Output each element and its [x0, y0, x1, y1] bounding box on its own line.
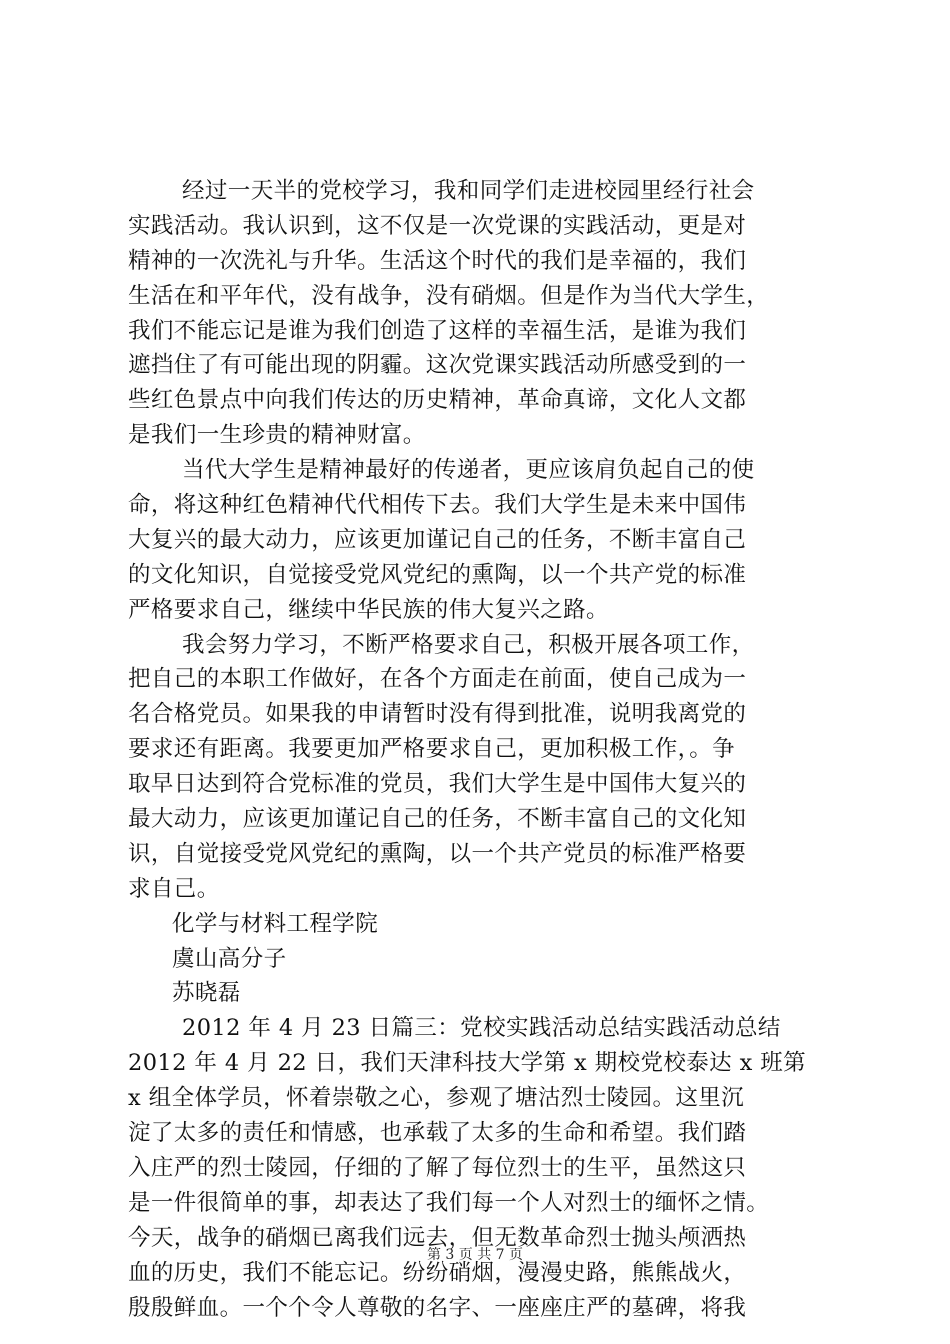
paragraph-2-line: 的文化知识，自觉接受党风党纪的熏陶，以一个共产党的标准 — [128, 561, 747, 588]
paragraph-3-line: 名合格党员。如果我的申请暂时没有得到批准，说明我离党的 — [128, 701, 747, 728]
paragraph-1-line: 生活在和平年代，没有战争，没有硝烟。但是作为当代大学生， — [128, 282, 770, 309]
paragraph-2-line: 大复兴的最大动力，应该更加谨记自己的任务，不断丰富自己 — [128, 526, 747, 553]
paragraph-3-line: 求自己。 — [128, 875, 220, 902]
paragraph-1-line: 遮挡住了有可能出现的阴霾。这次党课实践活动所感受到的一 — [128, 352, 747, 379]
signature-author: 苏晓磊 — [172, 980, 241, 1007]
paragraph-4-line: 2012 年 4 月 23 日篇三：党校实践活动总结实践活动总结 — [182, 1015, 781, 1042]
paragraph-4-line: 是一件很简单的事，却表达了我们每一个人对烈士的缅怀之情。 — [128, 1189, 770, 1216]
paragraph-3-line: 把自己的本职工作做好，在各个方面走在前面，使自己成为一 — [128, 666, 747, 693]
paragraph-3-line: 取早日达到符合党标准的党员，我们大学生是中国伟大复兴的 — [128, 771, 747, 798]
page-number-label: 第 3 页 共 7 页 — [426, 1247, 524, 1263]
paragraph-1-line: 经过一天半的党校学习，我和同学们走进校园里经行社会 — [182, 178, 755, 204]
paragraph-3-line: 要求还有距离。我要更加严格要求自己，更加积极工作，。争 — [128, 736, 736, 763]
paragraph-1-line: 是我们一生珍贵的精神财富。 — [128, 422, 426, 449]
paragraph-1-line: 些红色景点中向我们传达的历史精神，革命真谛，文化人文都 — [128, 387, 747, 414]
paragraph-1-line: 精神的一次洗礼与升华。生活这个时代的我们是幸福的，我们 — [128, 247, 747, 274]
paragraph-3-line: 最大动力，应该更加谨记自己的任务，不断丰富自己的文化知 — [128, 806, 747, 833]
paragraph-4-line: 淀了太多的责任和情感，也承载了太多的生命和希望。我们踏 — [128, 1120, 747, 1147]
page-footer — [0, 1244, 950, 1264]
paragraph-1-line: 我们不能忘记是谁为我们创造了这样的幸福生活，是谁为我们 — [128, 317, 747, 344]
paragraph-4-line: 入庄严的烈士陵园，仔细的了解了每位烈士的生平，虽然这只 — [128, 1154, 747, 1181]
paragraph-2-line: 命，将这种红色精神代代相传下去。我们大学生是未来中国伟 — [128, 492, 747, 519]
paragraph-4-line: x 组全体学员，怀着崇敬之心，参观了塘沽烈士陵园。这里沉 — [128, 1085, 745, 1112]
paragraph-1-line: 实践活动。我认识到，这不仅是一次党课的实践活动，更是对 — [128, 212, 747, 239]
paragraph-4-line: 殷殷鲜血。一个个令人尊敬的名字、一座座庄严的墓碑，将我 — [128, 1294, 747, 1321]
paragraph-2-line: 当代大学生是精神最好的传递者，更应该肩负起自己的使 — [182, 457, 755, 484]
paragraph-4-line: 血的历史，我们不能忘记。纷纷硝烟，漫漫史路，熊熊战火， — [128, 1259, 747, 1286]
document-body — [128, 174, 828, 1325]
paragraph-3-line: 我会努力学习，不断严格要求自己，积极开展各项工作， — [182, 631, 755, 658]
signature-group: 虞山高分子 — [172, 945, 287, 972]
paragraph-2-line: 严格要求自己，继续中华民族的伟大复兴之路。 — [128, 596, 609, 623]
paragraph-4-line: 今天，战争的硝烟已离我们远去，但无数革命烈士抛头颅洒热 — [128, 1224, 747, 1251]
signature-school: 化学与材料工程学院 — [172, 910, 379, 937]
paragraph-4-line: 2012 年 4 月 22 日，我们天津科技大学第 x 期校党校泰达 x 班第 — [128, 1050, 807, 1077]
paragraph-3-line: 识，自觉接受党风党纪的熏陶，以一个共产党员的标准严格要 — [128, 840, 747, 867]
